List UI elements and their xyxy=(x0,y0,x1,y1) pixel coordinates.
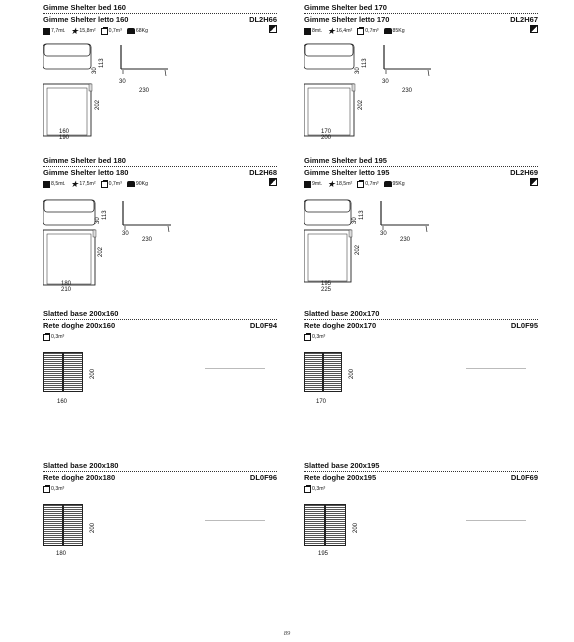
divider xyxy=(304,471,538,472)
product-subtitle: Rete doghe 200x170 xyxy=(304,321,377,330)
bed-block xyxy=(43,3,277,141)
dim-side: 30 xyxy=(382,79,389,85)
product-title: Slatted base 200x170 xyxy=(304,309,380,318)
dim-width-1: 170 xyxy=(321,129,332,135)
dim-length: 230 xyxy=(142,237,153,243)
volume-icon xyxy=(357,181,364,188)
package-icon xyxy=(530,178,538,186)
product-title: Slatted base 200x180 xyxy=(43,461,119,470)
product-code: DL0F94 xyxy=(249,321,277,330)
star-icon: ★ xyxy=(327,178,336,189)
product-subtitle: Rete doghe 200x180 xyxy=(43,473,116,482)
dim-height: 200 xyxy=(349,368,355,379)
dim-length: 230 xyxy=(402,88,413,94)
spec-volume: 0,7m³ xyxy=(108,181,122,187)
spec-star: 18,5m² xyxy=(336,181,353,187)
divider xyxy=(43,166,277,167)
dim-height: 200 xyxy=(353,522,359,533)
dim-height: 200 xyxy=(90,522,96,533)
spec-row xyxy=(43,485,277,493)
product-subtitle-row xyxy=(43,15,277,25)
base-block xyxy=(43,309,277,405)
bed-block xyxy=(43,156,277,293)
spec-row xyxy=(43,333,277,341)
dim-width-2: 225 xyxy=(321,287,332,293)
bed-drawing xyxy=(43,194,277,314)
dim-depth: 202 xyxy=(358,99,364,110)
area-icon xyxy=(43,28,50,35)
slatted-base-drawing xyxy=(304,352,342,392)
spec-volume: 0,7m³ xyxy=(365,181,379,187)
base-block xyxy=(43,461,277,557)
divider xyxy=(304,319,538,320)
weight-icon xyxy=(127,28,135,34)
volume-icon xyxy=(43,334,50,341)
base-block xyxy=(304,461,538,557)
weight-icon xyxy=(127,181,135,187)
dim-depth: 202 xyxy=(355,244,361,255)
spec-volume: 0,3m³ xyxy=(312,486,326,492)
spec-row xyxy=(304,333,538,341)
dim-height-1: 30 xyxy=(95,217,101,224)
separator-line xyxy=(466,520,526,521)
product-subtitle: Gimme Shelter letto 170 xyxy=(304,15,390,24)
divider xyxy=(304,13,538,14)
spec-weight: 95Kg xyxy=(392,181,405,187)
product-subtitle-row xyxy=(304,473,538,483)
dim-height-2: 113 xyxy=(359,210,365,220)
dim-length: 230 xyxy=(139,88,150,94)
spec-star: 17,5m² xyxy=(79,181,96,187)
dim-width: 195 xyxy=(318,551,329,557)
product-code: DL2H66 xyxy=(249,15,277,24)
product-subtitle-row xyxy=(304,321,538,331)
spec-volume: 0,3m³ xyxy=(312,334,326,340)
product-subtitle: Gimme Shelter letto 160 xyxy=(43,15,129,24)
dim-height-1: 30 xyxy=(352,217,358,224)
product-title: Gimme Shelter bed 180 xyxy=(43,156,126,165)
spec-row xyxy=(43,180,277,188)
spec-row xyxy=(304,180,538,188)
product-code: DL2H67 xyxy=(510,15,538,24)
product-code: DL0F96 xyxy=(249,473,277,482)
slatted-base-drawing xyxy=(43,504,83,546)
product-subtitle-row xyxy=(304,15,538,25)
spec-row xyxy=(43,27,277,35)
product-title: Gimme Shelter bed 195 xyxy=(304,156,387,165)
spec-area: 7,7mt. xyxy=(51,28,66,34)
dim-depth: 202 xyxy=(98,246,104,257)
dim-width-2: 190 xyxy=(59,135,70,141)
divider xyxy=(43,13,277,14)
dim-length: 230 xyxy=(400,237,411,243)
product-title: Gimme Shelter bed 170 xyxy=(304,3,387,12)
area-icon xyxy=(304,181,311,188)
dim-width-1: 160 xyxy=(59,129,70,135)
dim-width-2: 210 xyxy=(61,287,72,293)
spec-row xyxy=(304,485,538,493)
bed-drawing xyxy=(304,194,538,314)
divider xyxy=(43,471,277,472)
divider xyxy=(43,319,277,320)
star-icon: ★ xyxy=(70,25,79,36)
slatted-base-drawing xyxy=(43,352,83,392)
product-code: DL0F95 xyxy=(510,321,538,330)
dim-height-2: 113 xyxy=(362,58,368,68)
spec-star: 15,8m² xyxy=(79,28,96,34)
bed-block xyxy=(304,156,538,293)
bed-drawing xyxy=(304,41,538,161)
spec-volume: 0,3m³ xyxy=(51,486,65,492)
spec-volume: 0,7m³ xyxy=(108,28,122,34)
product-title: Gimme Shelter bed 160 xyxy=(43,3,126,12)
area-icon xyxy=(43,181,50,188)
area-icon xyxy=(304,28,311,35)
spec-weight: 68Kg xyxy=(135,28,148,34)
dim-height-2: 113 xyxy=(102,210,108,220)
product-subtitle-row xyxy=(43,321,277,331)
separator-line xyxy=(205,520,265,521)
package-icon xyxy=(269,178,277,186)
product-subtitle: Rete doghe 200x195 xyxy=(304,473,377,482)
dim-height-1: 30 xyxy=(355,67,361,74)
star-icon: ★ xyxy=(327,25,336,36)
dim-side: 30 xyxy=(380,231,387,237)
package-icon xyxy=(269,25,277,33)
product-subtitle-row xyxy=(43,473,277,483)
dim-width: 170 xyxy=(316,399,327,405)
spec-volume: 0,3m³ xyxy=(51,334,65,340)
spec-row xyxy=(304,27,538,35)
spec-area: 8mt. xyxy=(312,28,323,34)
dim-height: 200 xyxy=(90,368,96,379)
product-code: DL2H69 xyxy=(510,168,538,177)
dim-width: 180 xyxy=(56,551,67,557)
dim-width-2: 200 xyxy=(321,135,332,141)
base-block xyxy=(304,309,538,405)
star-icon: ★ xyxy=(70,178,79,189)
dim-width: 160 xyxy=(57,399,68,405)
product-title: Slatted base 200x195 xyxy=(304,461,380,470)
product-subtitle: Gimme Shelter letto 180 xyxy=(43,168,129,177)
dim-height-1: 30 xyxy=(92,67,98,74)
volume-icon xyxy=(101,28,108,35)
spec-area: 8,5mt. xyxy=(51,181,66,187)
spec-weight: 85Kg xyxy=(392,28,405,34)
volume-icon xyxy=(304,334,311,341)
product-code: DL2H68 xyxy=(249,168,277,177)
bed-block xyxy=(304,3,538,141)
separator-line xyxy=(205,368,265,369)
slatted-base-drawing xyxy=(304,504,346,546)
product-subtitle: Rete doghe 200x160 xyxy=(43,321,116,330)
dim-depth: 202 xyxy=(95,99,101,110)
volume-icon xyxy=(101,181,108,188)
spec-area: 9mt. xyxy=(312,181,323,187)
weight-icon xyxy=(384,28,392,34)
dim-side: 30 xyxy=(122,231,129,237)
dim-height-2: 113 xyxy=(99,58,105,68)
page-number: 89 xyxy=(283,630,291,637)
weight-icon xyxy=(384,181,392,187)
bed-drawing xyxy=(43,41,277,161)
dim-width-1: 180 xyxy=(61,281,72,287)
spec-volume: 0,7m³ xyxy=(365,28,379,34)
volume-icon xyxy=(304,486,311,493)
spec-star: 16,4m² xyxy=(336,28,353,34)
dim-width-1: 195 xyxy=(321,281,332,287)
package-icon xyxy=(530,25,538,33)
volume-icon xyxy=(43,486,50,493)
product-title: Slatted base 200x160 xyxy=(43,309,119,318)
product-code: DL0F69 xyxy=(510,473,538,482)
product-subtitle: Gimme Shelter letto 195 xyxy=(304,168,390,177)
dim-side: 30 xyxy=(119,79,126,85)
volume-icon xyxy=(357,28,364,35)
separator-line xyxy=(466,368,526,369)
product-subtitle-row xyxy=(304,168,538,178)
product-subtitle-row xyxy=(43,168,277,178)
divider xyxy=(304,166,538,167)
spec-weight: 90Kg xyxy=(135,181,148,187)
